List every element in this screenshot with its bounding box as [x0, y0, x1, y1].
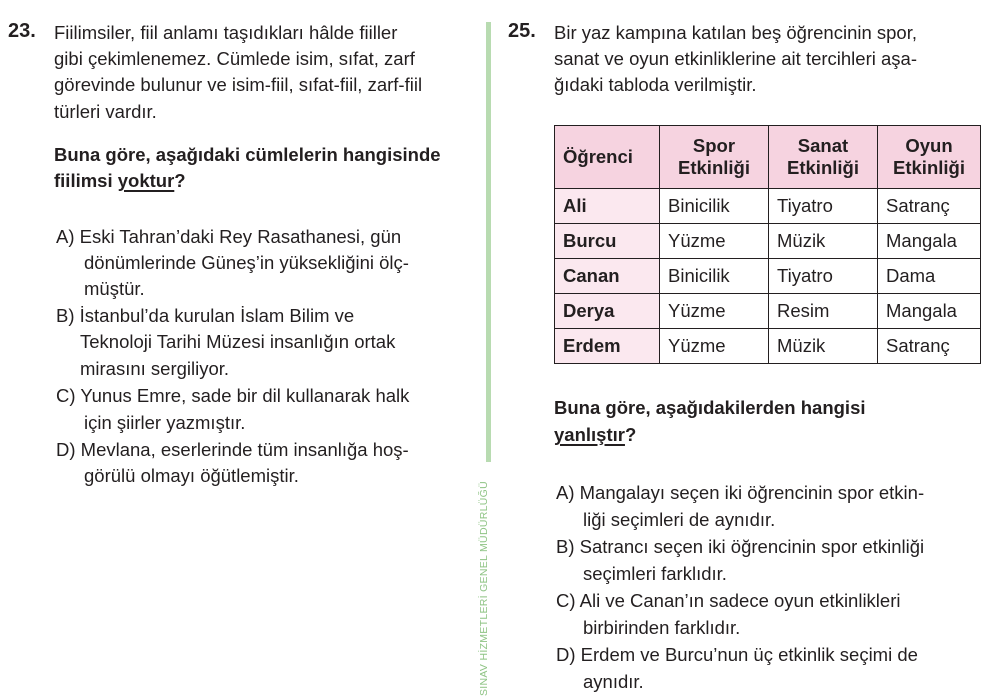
header-sport	[660, 126, 769, 189]
divider-caption: SINAV HİZMETLERİ GENEL MÜDÜRLÜĞÜ	[478, 481, 490, 696]
stem-line: ğıdaki tabloda verilmiştir.	[554, 74, 757, 95]
student-name: Erdem	[555, 329, 660, 364]
header-label: Oyun	[905, 135, 953, 156]
table-cell: Mangala	[878, 294, 981, 329]
table-row	[555, 189, 981, 224]
student-name: Burcu	[555, 224, 660, 259]
header-label: Öğrenci	[563, 146, 633, 167]
option-a-cont: dönümlerinde Güneş’in yüksekliğini ölç-	[84, 252, 409, 273]
option-b[interactable]: B) Satrancı seçen iki öğrencinin spor etkinliği	[556, 536, 925, 557]
preferences-table	[554, 125, 981, 364]
table-cell: Satranç	[878, 329, 981, 364]
table-row	[555, 294, 981, 329]
option-a[interactable]: A) Eski Tahran’daki Rey Rasathanesi, gün	[56, 226, 402, 247]
table-cell: Mangala	[878, 224, 981, 259]
header-label: Spor	[692, 135, 736, 156]
question-23	[0, 0, 480, 699]
table-row	[555, 259, 981, 294]
table-cell: Dama	[878, 259, 981, 294]
table-cell: Yüzme	[660, 294, 769, 329]
question-prompt: Buna göre, aşağıdakilerden hangisi	[554, 397, 866, 418]
question-prompt: Buna göre, aşağıdaki cümlelerin hangisinde	[54, 144, 441, 165]
stem-line: görevinde bulunur ve isim-fiil, sıfat-fiil, zarf-fiil	[54, 74, 423, 95]
prompt-mark: ?	[174, 170, 186, 191]
option-b-cont: mirasını sergiliyor.	[80, 358, 230, 379]
table-cell: Resim	[769, 294, 878, 329]
table-cell: Müzik	[769, 329, 878, 364]
table-cell: Yüzme	[660, 224, 769, 259]
prompt-text: fiilimsi	[54, 170, 118, 191]
column-divider	[486, 22, 491, 462]
option-d[interactable]: D) Erdem ve Burcu’nun üç etkinlik seçimi de	[556, 644, 918, 665]
table-cell: Binicilik	[660, 189, 769, 224]
table-row	[555, 224, 981, 259]
question-prompt-line2	[554, 422, 636, 449]
option-a-cont: liği seçimleri de aynıdır.	[583, 509, 776, 530]
stem-line: sanat ve oyun etkinliklerine ait tercihleri aşa-	[554, 48, 917, 69]
header-label: Etkinliği	[787, 157, 859, 178]
stem-line: türleri vardır.	[54, 101, 157, 122]
table-header-row	[555, 126, 981, 189]
table-cell: Müzik	[769, 224, 878, 259]
question-number: 25.	[508, 20, 536, 42]
prompt-mark: ?	[624, 424, 637, 445]
table-cell: Tiyatro	[769, 189, 878, 224]
header-label: Etkinliği	[678, 157, 750, 178]
option-d-cont: aynıdır.	[583, 671, 644, 692]
question-25	[500, 0, 989, 699]
option-d-cont: görülü olmayı öğütlemiştir.	[84, 465, 299, 486]
option-c[interactable]: C) Yunus Emre, sade bir dil kullanarak halk	[56, 385, 410, 406]
option-a[interactable]: A) Mangalayı seçen iki öğrencinin spor etkin-	[556, 482, 925, 503]
header-game	[878, 126, 981, 189]
header-label: Etkinliği	[893, 157, 965, 178]
stem-line: gibi çekimlenemez. Cümlede isim, sıfat, zarf	[54, 48, 415, 69]
option-c[interactable]: C) Ali ve Canan’ın sadece oyun etkinlikleri	[556, 590, 901, 611]
table-cell: Satranç	[878, 189, 981, 224]
question-prompt-line2	[54, 168, 186, 195]
table-cell: Yüzme	[660, 329, 769, 364]
option-b-cont: seçimleri farklıdır.	[583, 563, 727, 584]
stem-line: Fiilimsiler, fiil anlamı taşıdıkları hâlde fiiller	[54, 22, 398, 43]
student-name: Ali	[555, 189, 660, 224]
option-c-cont: birbirinden farklıdır.	[583, 617, 741, 638]
table-row	[555, 329, 981, 364]
table-cell: Tiyatro	[769, 259, 878, 294]
question-number: 23.	[8, 20, 36, 42]
header-art	[769, 126, 878, 189]
table-cell: Binicilik	[660, 259, 769, 294]
stem-line: Bir yaz kampına katılan beş öğrencinin spor,	[554, 22, 917, 43]
option-b[interactable]: B) İstanbul’da kurulan İslam Bilim ve	[56, 305, 355, 326]
student-name: Canan	[555, 259, 660, 294]
underlined-word: yoktur	[117, 170, 175, 191]
header-student	[555, 126, 660, 189]
option-c-cont: için şiirler yazmıştır.	[84, 412, 246, 433]
option-a-cont: müştür.	[84, 278, 145, 299]
underlined-word: yanlıştır	[554, 424, 625, 445]
header-label: Sanat	[797, 135, 849, 156]
student-name: Derya	[555, 294, 660, 329]
option-b-cont: Teknoloji Tarihi Müzesi insanlığın ortak	[80, 331, 396, 352]
option-d[interactable]: D) Mevlana, eserlerinde tüm insanlığa hoş-	[56, 439, 409, 460]
